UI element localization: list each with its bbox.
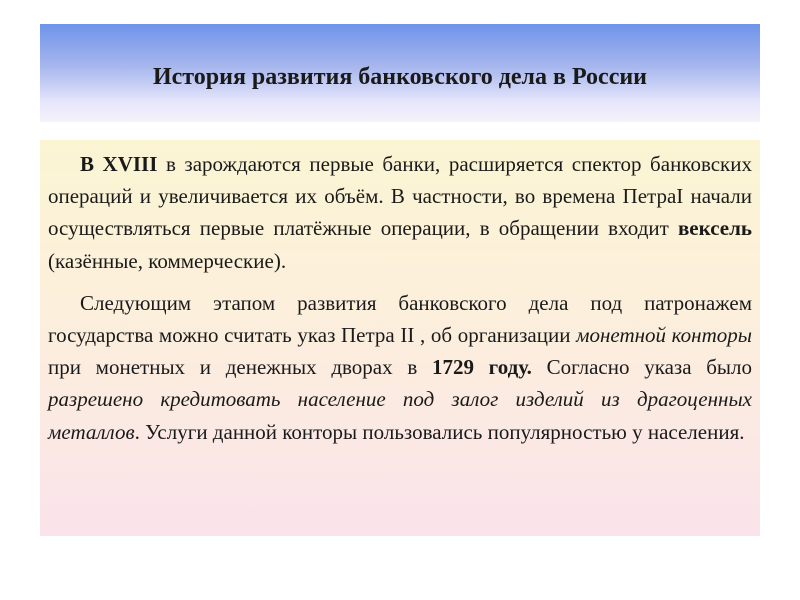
vexel-term: вексель	[677, 216, 752, 241]
paragraph-2	[48, 287, 752, 448]
paragraph-1-text-a: в зарождаются первые банки, расширяется спектор банковских операций и увеличивается их объём. В частности, во времена ПетраI начали осуществляться первые платёжные операции, в обращении входит	[48, 152, 752, 241]
century-text: В XVIII	[80, 152, 158, 176]
paragraph-2-text-a: Следующим этапом развития банковского дела под патронажем государства можно считать указ Петра II , об организации	[48, 290, 752, 348]
paragraph-1-text-b: (казённые, коммерческие).	[48, 248, 287, 273]
content-box	[40, 140, 760, 536]
paragraph-2-text-c: Согласно указа было	[531, 355, 752, 380]
slide-title: История развития банковского дела в России	[152, 63, 648, 90]
paragraph-2-text-d: . Услуги данной конторы пользовались популярностью у населения.	[134, 419, 745, 444]
permission-text: разрешено кредитовать население под залог изделий из драгоценных металлов	[48, 387, 752, 444]
paragraph-1	[48, 148, 752, 277]
year-text: 1729 году.	[431, 355, 532, 380]
title-bar	[40, 24, 760, 122]
paragraph-2-text-b: при монетных и денежных дворах в	[48, 355, 432, 380]
mint-office-term: монетной конторы	[576, 323, 752, 348]
